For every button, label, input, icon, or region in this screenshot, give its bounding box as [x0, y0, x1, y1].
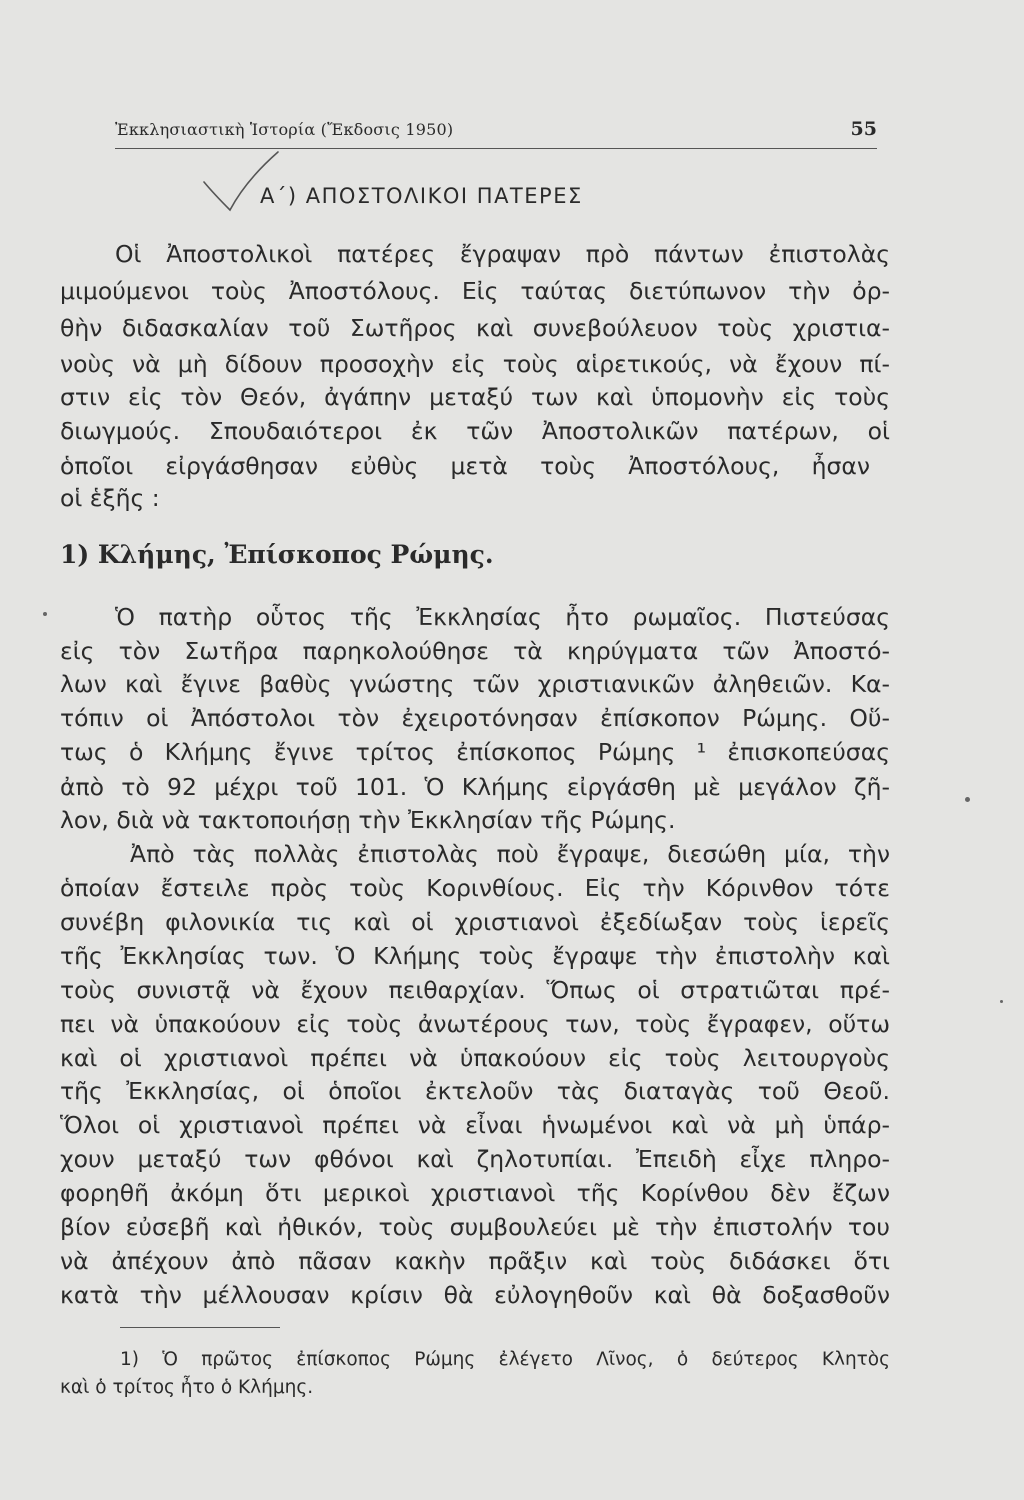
text-line: πει νὰ ὑπακούουν εἰς τοὺς ἀνωτέρους των, τοὺς ἔγραφεν, οὕτω	[60, 1010, 890, 1038]
text-line: Ὁ πατὴρ οὗτος τῆς Ἐκκλησίας ἦτο ρωμαῖος. Πιστεύσας	[115, 603, 890, 631]
text-line: νοὺς νὰ μὴ δίδουν προσοχὴν εἰς τοὺς αἱρετικούς, νὰ ἔχουν πί-	[60, 350, 890, 378]
text-line: στιν εἰς τὸν Θεόν, ἀγάπην μεταξύ των καὶ ὑπομονὴν εἰς τοὺς	[60, 383, 890, 411]
text-line: τοὺς συνιστᾷ νὰ ἔχουν πειθαρχίαν. Ὅπως οἱ στρατιῶται πρέ-	[60, 976, 890, 1004]
text-line: ἀπὸ τὸ 92 μέχρι τοῦ 101. Ὁ Κλήμης εἰργάσθη μὲ μεγάλον ζῆ-	[60, 773, 890, 801]
text-line: Οἱ Ἀποστολικοὶ πατέρες ἔγραψαν πρὸ πάντων ἐπιστολὰς	[115, 240, 890, 268]
text-line: ὁποῖοι εἰργάσθησαν εὐθὺς μετὰ τοὺς Ἀποστόλους, ἦσαν	[60, 452, 870, 480]
paper-speck	[965, 797, 970, 802]
text-line: τως ὁ Κλήμης ἔγινε τρίτος ἐπίσκοπος Ρώμης ¹ ἐπισκοπεύσας	[60, 738, 890, 766]
text-line: καὶ οἱ χριστιανοὶ πρέπει νὰ ὑπακούουν εἰς τοὺς λειτουργοὺς	[60, 1044, 890, 1072]
text-line: θὴν διδασκαλίαν τοῦ Σωτῆρος καὶ συνεβούλευον τοὺς χριστια-	[60, 314, 890, 342]
text-line: λον, διὰ νὰ τακτοποιήσῃ τὴν Ἐκκλησίαν τῆς Ρώμης.	[60, 806, 676, 834]
text-line: συνέβη φιλονικία τις καὶ οἱ χριστιανοὶ ἐξεδίωξαν τοὺς ἱερεῖς	[60, 908, 890, 936]
paper-speck	[1000, 1000, 1003, 1003]
text-line: οἱ ἑξῆς :	[60, 484, 160, 512]
subsection-heading: 1) Κλήμης, Ἐπίσκοπος Ρώμης.	[60, 540, 494, 569]
page-number: 55	[850, 118, 877, 140]
text-line: μιμούμενοι τοὺς Ἀποστόλους. Εἰς ταύτας διετύπωνον τὴν ὀρ-	[60, 277, 890, 305]
text-line: λων καὶ ἔγινε βαθὺς γνώστης τῶν χριστιανικῶν ἀληθειῶν. Κα-	[60, 670, 890, 698]
text-line: τῆς Ἐκκλησίας των. Ὁ Κλήμης τοὺς ἔγραψε τὴν ἐπιστολὴν καὶ	[60, 942, 890, 970]
text-line: τῆς Ἐκκλησίας, οἱ ὁποῖοι ἐκτελοῦν τὰς διαταγὰς τοῦ Θεοῦ.	[60, 1077, 890, 1105]
text-line: Ὅλοι οἱ χριστιανοὶ πρέπει νὰ εἶναι ἡνωμένοι καὶ νὰ μὴ ὑπάρ-	[60, 1111, 890, 1139]
text-line: ὁποίαν ἔστειλε πρὸς τοὺς Κορινθίους. Εἰς τὴν Κόρινθον τότε	[60, 874, 890, 902]
text-line: κατὰ τὴν μέλλουσαν κρίσιν θὰ εὐλογηθοῦν καὶ θὰ δοξασθοῦν	[60, 1281, 890, 1309]
text-line: τόπιν οἱ Ἀπόστολοι τὸν ἐχειροτόνησαν ἐπίσκοπον Ρώμης. Οὕ-	[60, 704, 890, 732]
running-header-title: Ἐκκλησιαστικὴ Ἱστορία (Ἔκδοσις 1950)	[115, 120, 454, 139]
running-header	[115, 118, 877, 149]
text-line: διωγμούς. Σπουδαιότεροι ἐκ τῶν Ἀποστολικῶν πατέρων, οἱ	[60, 417, 890, 445]
text-line: Ἀπὸ τὰς πολλὰς ἐπιστολὰς ποὺ ἔγραψε, διεσώθη μία, τὴν	[130, 840, 890, 868]
footnote-line: καὶ ὁ τρίτος ἦτο ὁ Κλήμης.	[60, 1377, 314, 1398]
footnote-divider	[120, 1327, 280, 1328]
section-heading: Α΄) ΑΠΟΣΤΟΛΙΚΟΙ ΠΑΤΕΡΕΣ	[260, 184, 583, 208]
text-line: νὰ ἀπέχουν ἀπὸ πᾶσαν κακὴν πρᾶξιν καὶ τοὺς διδάσκει ὅτι	[60, 1247, 890, 1275]
footnote-line: 1) Ὁ πρῶτος ἐπίσκοπος Ρώμης ἐλέγετο Λῖνος, ὁ δεύτερος Κλητὸς	[120, 1349, 890, 1370]
text-line: εἰς τὸν Σωτῆρα παρηκολούθησε τὰ κηρύγματα τῶν Ἀποστό-	[60, 637, 890, 665]
text-line: χουν μεταξύ των φθόνοι καὶ ζηλοτυπίαι. Ἐπειδὴ εἶχε πληρο-	[60, 1145, 890, 1173]
text-line: βίον εὐσεβῆ καὶ ἠθικόν, τοὺς συμβουλεύει μὲ τὴν ἐπιστολήν του	[60, 1213, 890, 1241]
text-line: φορηθῆ ἀκόμη ὅτι μερικοὶ χριστιανοὶ τῆς Κορίνθου δὲν ἔζων	[60, 1179, 890, 1207]
paper-speck	[43, 612, 47, 616]
